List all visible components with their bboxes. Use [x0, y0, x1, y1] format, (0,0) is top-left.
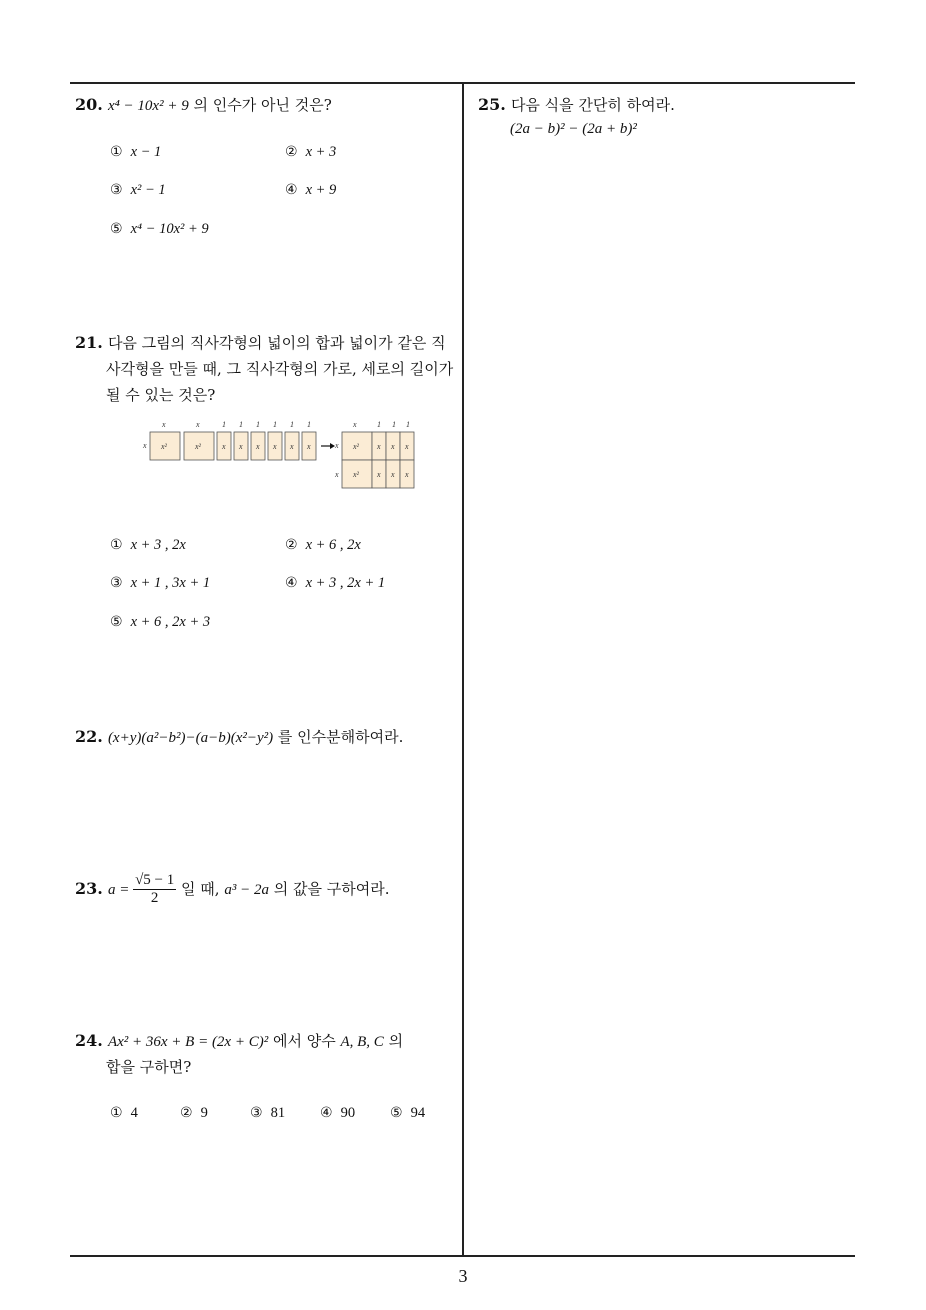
question-text-line3: 될 수 있는 것은? [106, 386, 216, 404]
choice-value: 81 [270, 1105, 286, 1121]
tile-label: x [405, 442, 409, 451]
top-label: 1 [290, 420, 294, 429]
choice-value: x + 6 , 2x + 3 [130, 614, 211, 630]
choice-mark: ④ [285, 575, 298, 591]
choice-mark: ② [285, 144, 298, 160]
question-expression: x⁴ − 10x² + 9 [107, 98, 189, 114]
choice-mark: ② [285, 537, 298, 553]
right-side-label: x [335, 470, 339, 479]
choice-2[interactable] [285, 537, 361, 554]
choice-mark: ③ [110, 575, 123, 591]
tile-label: x [307, 442, 311, 451]
question-text: 의 인수가 아닌 것은? [188, 96, 332, 114]
tile-label: x [391, 442, 395, 451]
choice-value: 4 [130, 1105, 138, 1121]
choice-value: x + 6 , 2x [305, 537, 361, 553]
right-top-label: 1 [406, 420, 410, 429]
right-top-label: 1 [377, 420, 381, 429]
question-22 [75, 726, 403, 747]
tile-label: x [405, 470, 409, 479]
column-divider [462, 82, 464, 1256]
arrow-icon [321, 443, 335, 449]
top-label: 1 [222, 420, 226, 429]
choice-3[interactable] [110, 575, 210, 592]
top-label: 1 [307, 420, 311, 429]
question-number: 25. [478, 95, 506, 114]
question-text-end: 의 값을 구하여라. [268, 880, 390, 898]
right-side-label: x [335, 441, 339, 450]
choice-value: x − 1 [130, 144, 162, 160]
tile-label: x [377, 470, 381, 479]
tile-label: x [239, 442, 243, 451]
tile-label: x [222, 442, 226, 451]
choice-mark: ③ [110, 182, 123, 198]
choice-5[interactable] [110, 614, 210, 631]
choice-value: 9 [200, 1105, 208, 1121]
tile-label: x [377, 442, 381, 451]
top-label: x [196, 420, 200, 429]
question-expression: (2a − b)² − (2a + b)² [510, 121, 637, 137]
choice-value: x² − 1 [130, 182, 166, 198]
choice-mark: ① [110, 537, 123, 553]
choice-5[interactable] [390, 1105, 425, 1122]
choice-mark: ⑤ [110, 221, 123, 237]
question-text: 다음 식을 간단히 하여라. [510, 96, 675, 114]
top-label: 1 [273, 420, 277, 429]
question-25 [478, 94, 675, 115]
question-23 [75, 872, 389, 907]
choice-2[interactable] [180, 1105, 208, 1122]
question-21 [75, 332, 446, 353]
question-text: 일 때, [176, 880, 225, 898]
question-number: 20. [75, 95, 103, 114]
algebra-tiles-figure [140, 418, 420, 494]
question-variables: A, B, C [340, 1034, 384, 1050]
choice-mark: ⑤ [390, 1105, 403, 1121]
choice-value: x + 1 , 3x + 1 [130, 575, 211, 591]
choice-mark: ③ [250, 1105, 263, 1121]
tile-label: x² [353, 442, 359, 451]
question-24 [75, 1030, 403, 1051]
question-expression: Ax² + 36x + B = (2x + C)² [107, 1034, 269, 1050]
right-top-label: x [353, 420, 357, 429]
question-expression: (x+y)(a²−b²)−(a−b)(x²−y²) [107, 730, 274, 746]
top-label: 1 [239, 420, 243, 429]
choice-value: x + 9 [305, 182, 337, 198]
choice-mark: ① [110, 1105, 123, 1121]
question-number: 24. [75, 1031, 103, 1050]
fraction-numerator: √5 − 1 [135, 872, 175, 888]
tile-label: x² [195, 442, 201, 451]
choice-mark: ② [180, 1105, 193, 1121]
question-text: 를 인수분해하여라. [273, 728, 404, 746]
choice-value: 90 [340, 1105, 356, 1121]
choice-4[interactable] [285, 575, 385, 592]
tile-label: x² [353, 470, 359, 479]
choice-4[interactable] [320, 1105, 355, 1122]
question-text-line2: 사각형을 만들 때, 그 직사각형의 가로, 세로의 길이가 [106, 360, 454, 378]
choice-1[interactable] [110, 1105, 138, 1122]
choice-3[interactable] [110, 182, 166, 199]
side-label: x [143, 441, 147, 450]
tile-label: x [273, 442, 277, 451]
choice-3[interactable] [250, 1105, 285, 1122]
question-lhs: a = [107, 882, 134, 898]
question-text: 에서 양수 [268, 1032, 341, 1050]
tile-label: x² [161, 442, 167, 451]
choice-value: x + 3 , 2x + 1 [305, 575, 386, 591]
question-expression: a³ − 2a [224, 882, 269, 898]
question-number: 23. [75, 879, 103, 898]
top-label: 1 [256, 420, 260, 429]
page-number: 3 [458, 1266, 468, 1286]
tile-label: x [290, 442, 294, 451]
choice-1[interactable] [110, 144, 161, 161]
choice-mark: ⑤ [110, 614, 123, 630]
choice-mark: ① [110, 144, 123, 160]
fraction [133, 872, 176, 907]
right-top-label: 1 [392, 420, 396, 429]
question-number: 22. [75, 727, 103, 746]
choice-value: x⁴ − 10x² + 9 [130, 221, 209, 237]
question-number: 21. [75, 333, 103, 352]
question-text-line1: 다음 그림의 직사각형의 넓이의 합과 넓이가 같은 직 [107, 334, 446, 352]
top-label: x [162, 420, 166, 429]
question-text-end: 의 [383, 1032, 404, 1050]
choice-1[interactable] [110, 537, 186, 554]
question-text-line2: 합을 구하면? [106, 1058, 192, 1076]
fraction-denominator: 2 [150, 890, 159, 906]
choice-4[interactable] [285, 182, 336, 199]
choice-value: 94 [410, 1105, 426, 1121]
choice-mark: ④ [285, 182, 298, 198]
choice-5[interactable] [110, 221, 209, 238]
choice-value: x + 3 [305, 144, 337, 160]
choice-2[interactable] [285, 144, 336, 161]
question-20 [75, 94, 332, 115]
tile-label: x [391, 470, 395, 479]
choice-mark: ④ [320, 1105, 333, 1121]
tile-label: x [256, 442, 260, 451]
choice-value: x + 3 , 2x [130, 537, 186, 553]
